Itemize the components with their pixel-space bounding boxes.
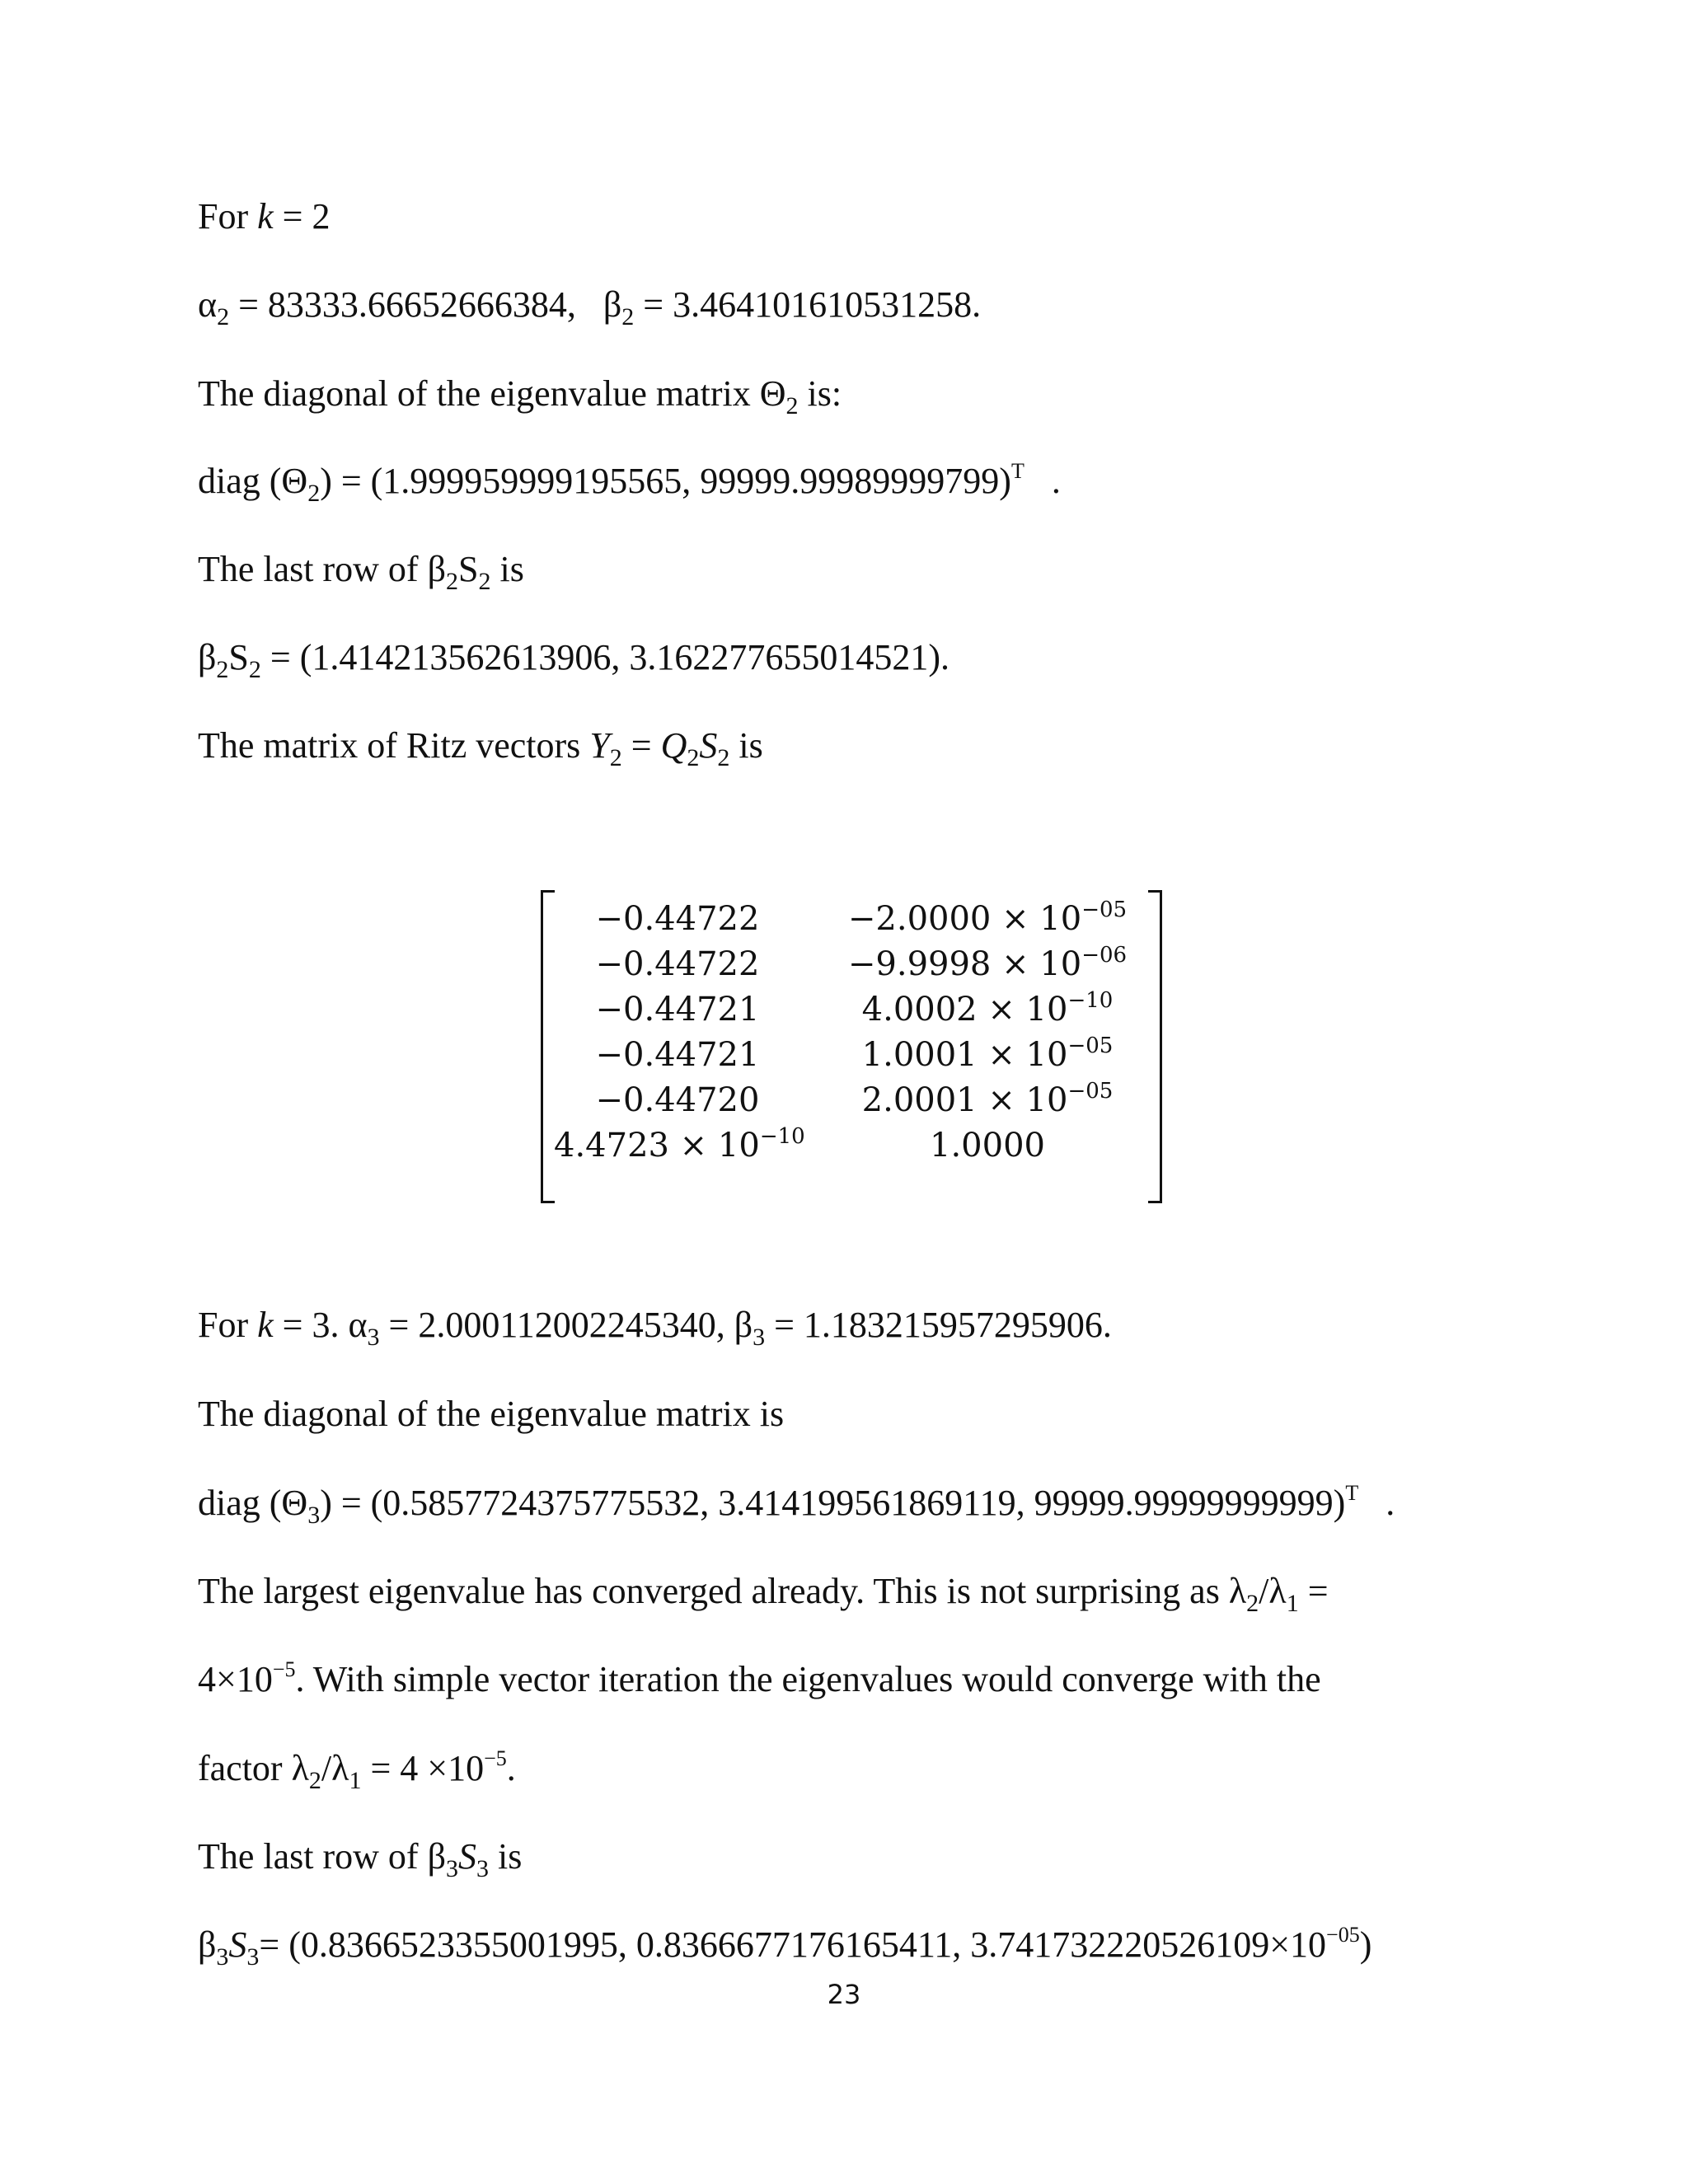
matrix-row <box>534 1123 1169 1169</box>
matrix-cell: −0.44721 <box>595 1036 760 1074</box>
alpha2-beta2-line: $\alpha_2 = 83333.66652666384$, $\beta_2 = 3.464101610531258$. <box>198 284 982 330</box>
matrix-cell: −0.44722 <box>595 900 760 938</box>
last-row-beta3s3-text: The last row of $\beta_3S_3$ is <box>198 1836 523 1882</box>
matrix-cell: −0.44722 <box>595 945 760 983</box>
matrix-cell: −0.44720 <box>595 1081 760 1119</box>
diagonal-theta3-text: The diagonal of the eigenvalue matrix is <box>198 1394 785 1434</box>
diag-theta3-values: diag $(\Theta_3) = (0.5857724375775532$, 3.414199561869119, 99999.99999999999)$^T$ . <box>198 1481 1395 1529</box>
matrix-cell: $-2.0000 \times 10^{-05}$ <box>847 898 1128 938</box>
matrix-row <box>534 942 1169 987</box>
matrix-cell: −0.44721 <box>595 991 760 1029</box>
matrix-cell: 1.0000 <box>930 1127 1045 1165</box>
ritz-vectors-text: The matrix of Ritz vectors $Y_2 = Q_2S_2$ is <box>198 725 763 771</box>
matrix-row <box>534 1033 1169 1078</box>
matrix-cell: $1.0001 \times 10^{-05}$ <box>861 1033 1114 1074</box>
matrix-row <box>534 897 1169 942</box>
matrix-row <box>534 1078 1169 1123</box>
ritz-vector-matrix <box>534 890 1169 1203</box>
beta2s2-values: $\beta_2S_2 = (1.414213562613906$, 3.162277655014521). <box>198 637 950 683</box>
matrix-cell: $4.0002 \times 10^{-10}$ <box>861 988 1114 1029</box>
matrix-row <box>534 987 1169 1033</box>
matrix-cell: $2.0001 \times 10^{-05}$ <box>861 1079 1114 1119</box>
beta3s3-values: $\beta_3S_3= (0.8366523355001995$, 0.8366677176165411, $3.741732220526109\times 10^{-05}$) <box>198 1923 1372 1971</box>
paragraph-line: The largest eigenvalue has converged already. This is not surprising as $\lambda_2/\lambda_1$ = <box>198 1571 1329 1617</box>
paragraph-line: $4\times 10^{-5}$. With simple vector iteration the eigenvalues would converge with the <box>198 1657 1321 1699</box>
heading-k2: For k = 2 <box>198 196 331 237</box>
diag-theta2-values: diag $(\Theta_2) = (1.999959999195565$, 99999.99989999799)$^T$ . <box>198 459 1061 507</box>
heading-k3: For k = 3. $\alpha_3 = 2.000112002245340$, $\beta_3 = 1.183215957295906$. <box>198 1305 1112 1351</box>
page-number: 23 <box>827 1979 861 2010</box>
last-row-beta2s2-text: The last row of $\beta_2S_2$ is <box>198 549 524 595</box>
diagonal-theta2-text: The diagonal of the eigenvalue matrix $\Theta_2$ is: <box>198 373 842 419</box>
matrix-cell: $-9.9998 \times 10^{-06}$ <box>847 943 1128 983</box>
paragraph-line: factor $\lambda_2/\lambda_1 = 4 \times 10^{-5}$. <box>198 1746 516 1794</box>
matrix-cell: $4.4723 \times 10^{-10}$ <box>554 1124 805 1165</box>
